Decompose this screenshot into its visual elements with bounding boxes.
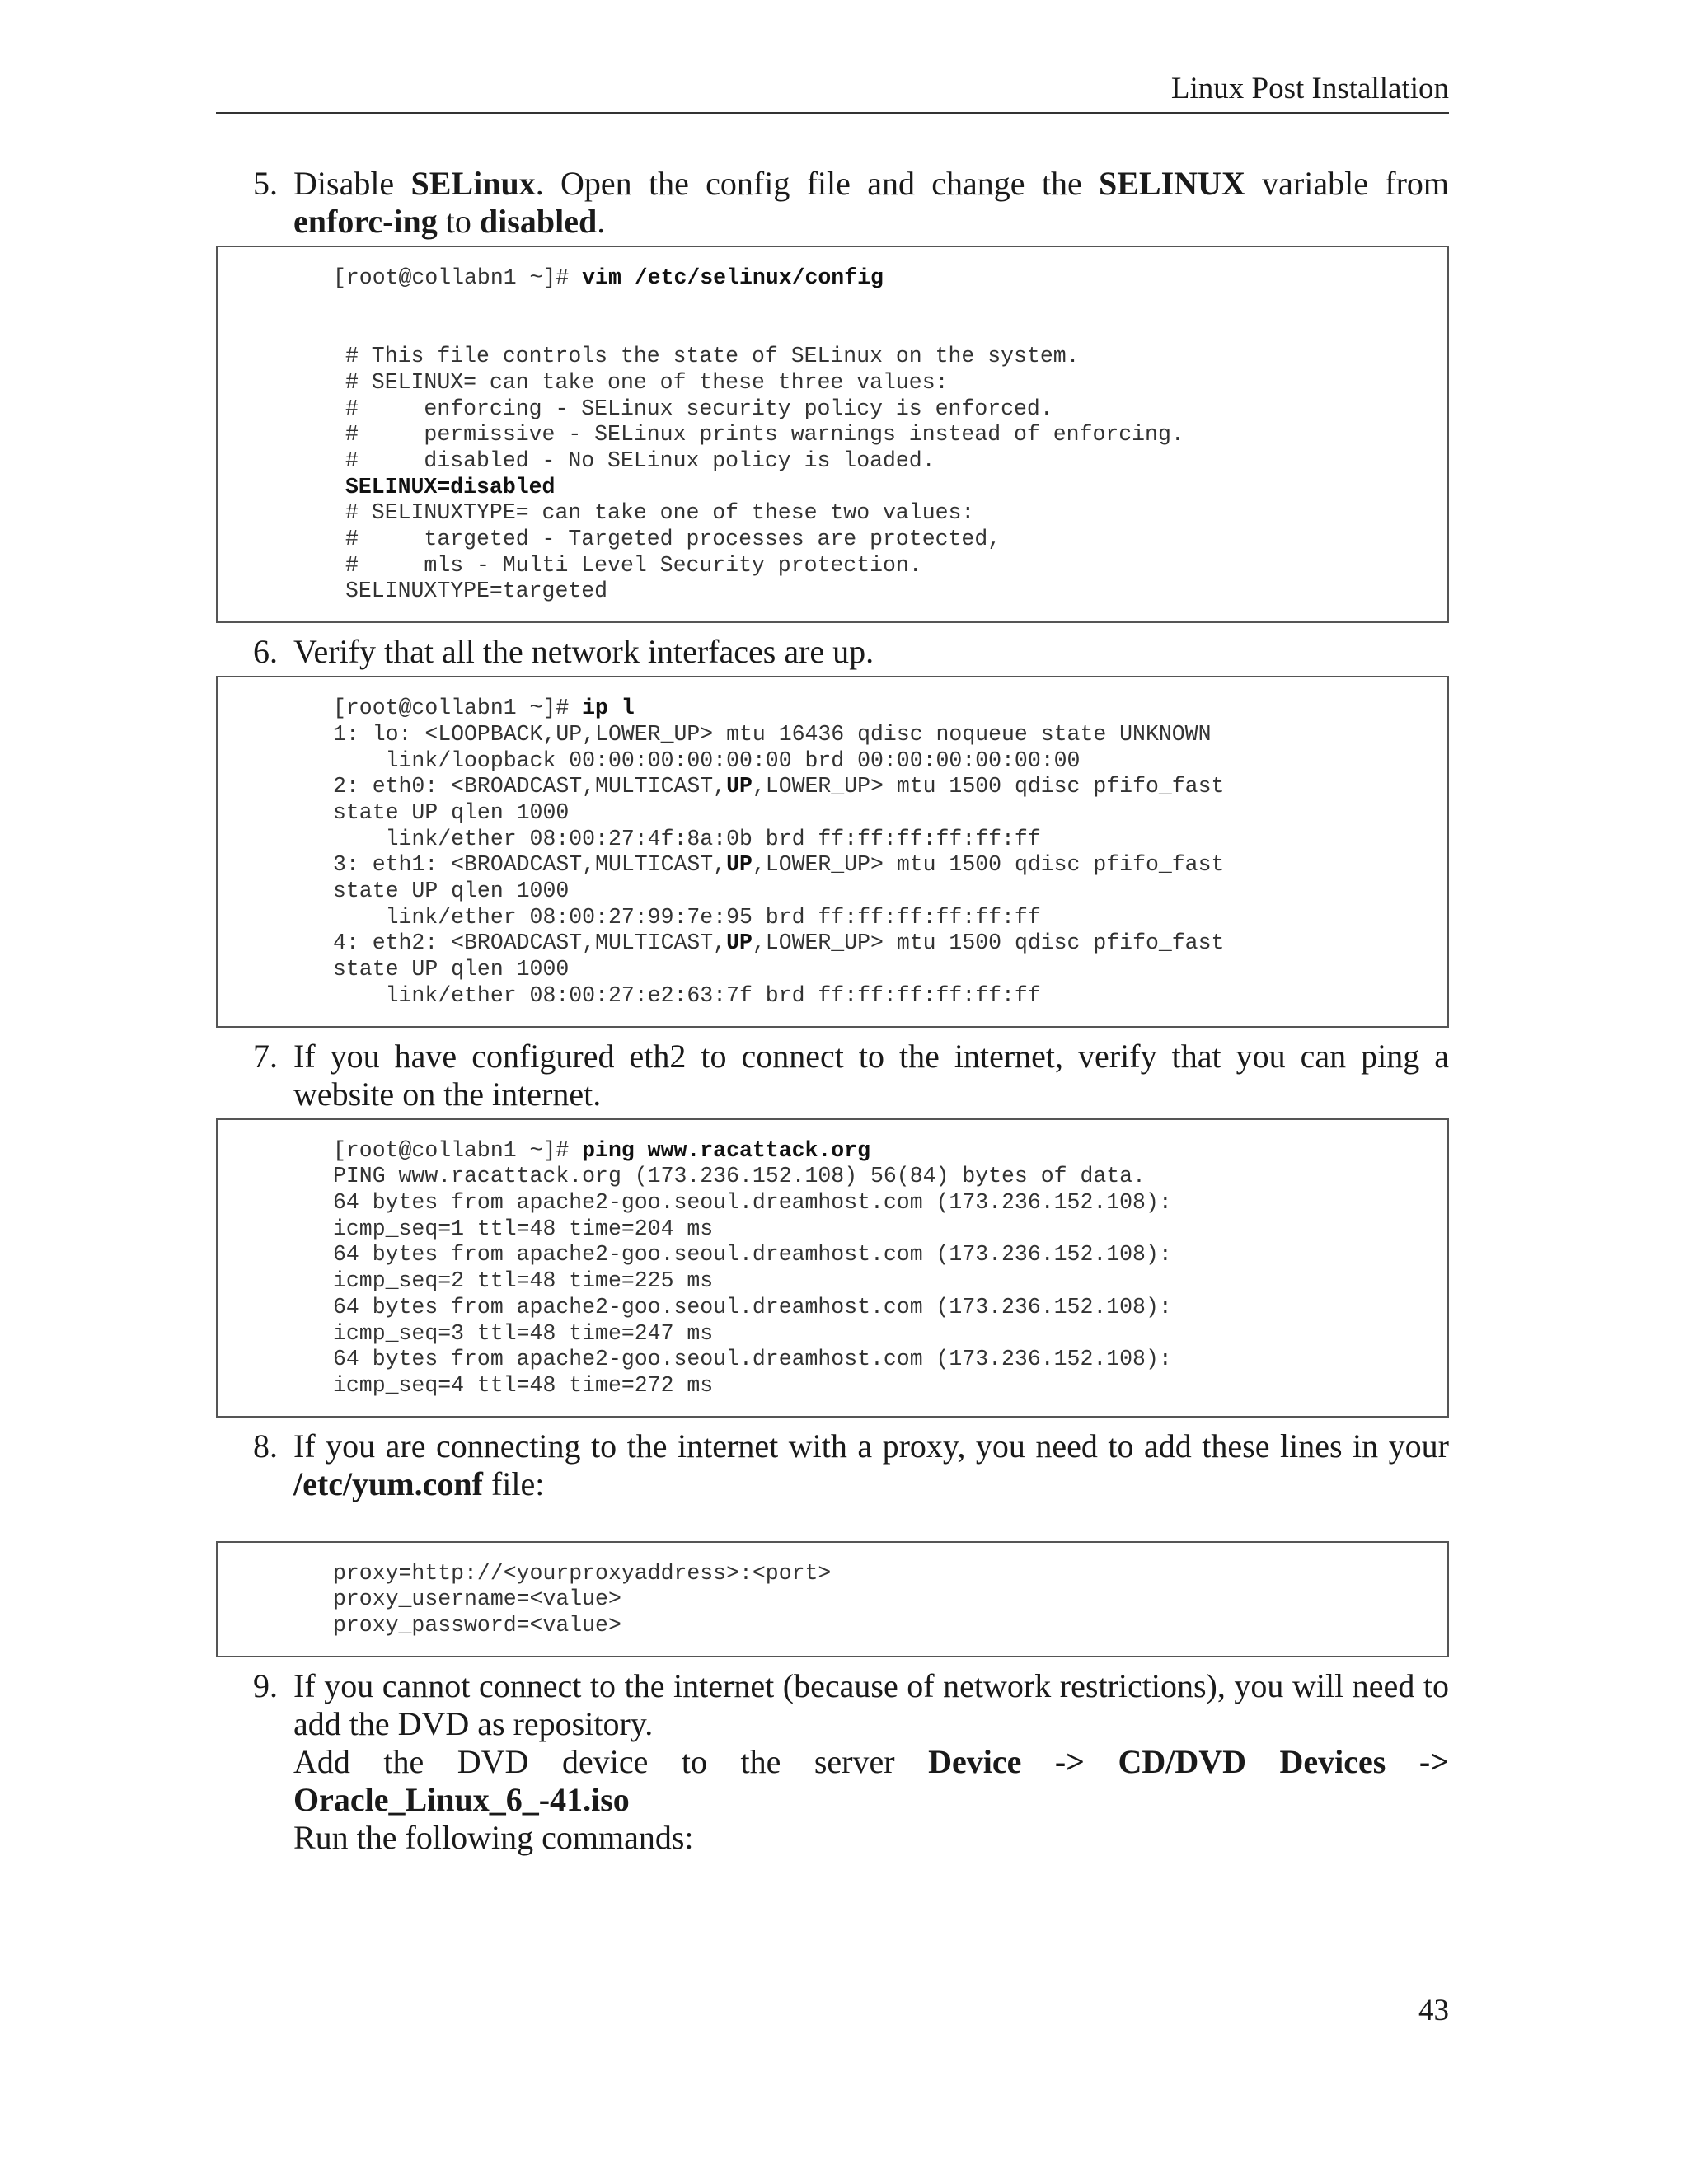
step-text [293,1743,1449,1819]
code-line: # SELINUX= can take one of these three values: [345,369,949,395]
bold-term: SELINUX [1099,165,1245,202]
step-9 [216,1667,1449,1857]
code-line [333,852,1447,879]
step-text: If you have configured eth2 to connect to the internet, verify that you can ping a website on the internet. [293,1037,1449,1113]
code-line: # This file controls the state of SELinux on the system. [345,344,1080,369]
bold-term: Device -> CD/DVD Devices -> Oracle_Linux_6_-41.iso [293,1742,1449,1818]
shell-command: ip l [582,696,635,721]
code-block-ip-link [216,676,1449,1027]
running-header: Linux Post Installation [1170,72,1449,105]
step-5 [216,165,1449,241]
code-line: proxy=http://<yourproxyaddress>:<port> [333,1560,832,1586]
up-flag: UP [726,774,753,799]
code-line: icmp_seq=4 ttl=48 time=272 ms [333,1372,714,1398]
code-line: # SELINUXTYPE= can take one of these two values: [345,500,975,526]
code-line [333,930,1447,957]
code-line: SELINUXTYPE=targeted [345,579,608,604]
step-number: 8. [253,1427,278,1465]
text-run: to [437,203,480,240]
bold-term: /etc/yum.conf [293,1465,483,1502]
text-run: 4: eth2: <BROADCAST,MULTICAST, [333,930,727,956]
code-line: 64 bytes from apache2-goo.seoul.dreamhost.com (173.236.152.108): [333,1242,1172,1268]
code-line: icmp_seq=2 ttl=48 time=225 ms [333,1268,714,1294]
step-text: Verify that all the network interfaces are up. [293,633,874,671]
code-line: 64 bytes from apache2-goo.seoul.dreamhost.com (173.236.152.108): [333,1294,1172,1319]
shell-command: ping www.racattack.org [582,1137,871,1163]
up-flag: UP [726,930,753,956]
text-run: 3: eth1: <BROADCAST,MULTICAST, [333,852,727,878]
text-run: ,LOWER_UP> mtu 1500 qdisc pfifo_fast [752,774,1225,799]
code-line: link/ether 08:00:27:4f:8a:0b brd ff:ff:ff:ff:ff:ff [333,826,1041,851]
shell-prompt: [root@collabn1 ~]# [333,1137,583,1163]
text-run: Disable [293,165,411,202]
code-line: 64 bytes from apache2-goo.seoul.dreamhost.com (173.236.152.108): [333,1347,1172,1372]
code-line: link/ether 08:00:27:e2:63:7f brd ff:ff:ff:ff:ff:ff [333,982,1041,1008]
text-run: ,LOWER_UP> mtu 1500 qdisc pfifo_fast [752,930,1225,956]
page-content [216,165,1449,1857]
code-line [333,317,1447,344]
header-rule [216,112,1449,114]
text-run: ,LOWER_UP> mtu 1500 qdisc pfifo_fast [752,852,1225,878]
code-line: PING www.racattack.org (173.236.152.108) 56(84) bytes of data. [333,1164,1146,1189]
step-text: If you cannot connect to the internet (because of network restrictions), you will need to add the DVD as repository. [293,1666,1449,1742]
code-line-highlight: SELINUX=disabled [345,474,556,499]
text-run: Add the DVD device to the server [293,1742,929,1780]
code-line: proxy_password=<value> [333,1613,621,1638]
step-number: 7. [253,1037,278,1075]
step-number: 9. [253,1666,278,1704]
code-line: # mls - Multi Level Security protection. [345,552,922,578]
code-block-proxy [216,1541,1449,1657]
step-text [293,1427,1449,1503]
code-line: state UP qlen 1000 [333,879,570,904]
text-run: . Open the config file and change the [535,165,1099,202]
shell-command: vim /etc/selinux/config [582,265,884,290]
step-number: 5. [253,165,278,202]
code-line [333,774,1447,800]
code-line: state UP qlen 1000 [333,799,570,825]
bold-term: disabled [479,203,598,240]
text-run: file: [482,1465,545,1502]
code-line: # enforcing - SELinux security policy is enforced. [345,396,1053,421]
code-block-ping [216,1118,1449,1418]
code-line [333,265,1447,292]
code-line: 1: lo: <LOOPBACK,UP,LOWER_UP> mtu 16436 qdisc noqueue state UNKNOWN [333,721,1212,747]
step-7 [216,1038,1449,1113]
code-line: state UP qlen 1000 [333,957,570,982]
code-line: 64 bytes from apache2-goo.seoul.dreamhost.com (173.236.152.108): [333,1189,1172,1215]
up-flag: UP [726,852,753,878]
text-run: variable from [1245,165,1450,202]
code-line: icmp_seq=1 ttl=48 time=204 ms [333,1216,714,1241]
step-number: 6. [253,633,278,671]
code-line [333,1138,1447,1165]
text-run: If you are connecting to the internet with a proxy, you need to add these lines in your [293,1427,1449,1465]
shell-prompt: [root@collabn1 ~]# [333,265,583,290]
bold-term: enforc-ing [293,203,438,240]
code-line: link/ether 08:00:27:99:7e:95 brd ff:ff:ff:ff:ff:ff [333,904,1041,930]
step-text: Run the following commands: [293,1818,694,1856]
text-run: 2: eth0: <BROADCAST,MULTICAST, [333,774,727,799]
step-text [293,165,1449,241]
code-line [333,696,1447,722]
code-line: # disabled - No SELinux policy is loaded. [345,448,935,473]
code-line: # permissive - SELinux prints warnings instead of enforcing. [345,422,1184,448]
code-line: # targeted - Targeted processes are protected, [345,527,1001,552]
code-block-selinux [216,246,1449,623]
shell-prompt: [root@collabn1 ~]# [333,696,583,721]
step-6 [216,633,1449,671]
code-line: link/loopback 00:00:00:00:00:00 brd 00:00:00:00:00:00 [333,748,1081,773]
code-line: proxy_username=<value> [333,1586,621,1612]
bold-term: SELinux [410,165,536,202]
code-line: icmp_seq=3 ttl=48 time=247 ms [333,1320,714,1346]
step-8 [216,1427,1449,1503]
text-run: . [597,203,606,240]
page-number: 43 [1418,1994,1449,2027]
